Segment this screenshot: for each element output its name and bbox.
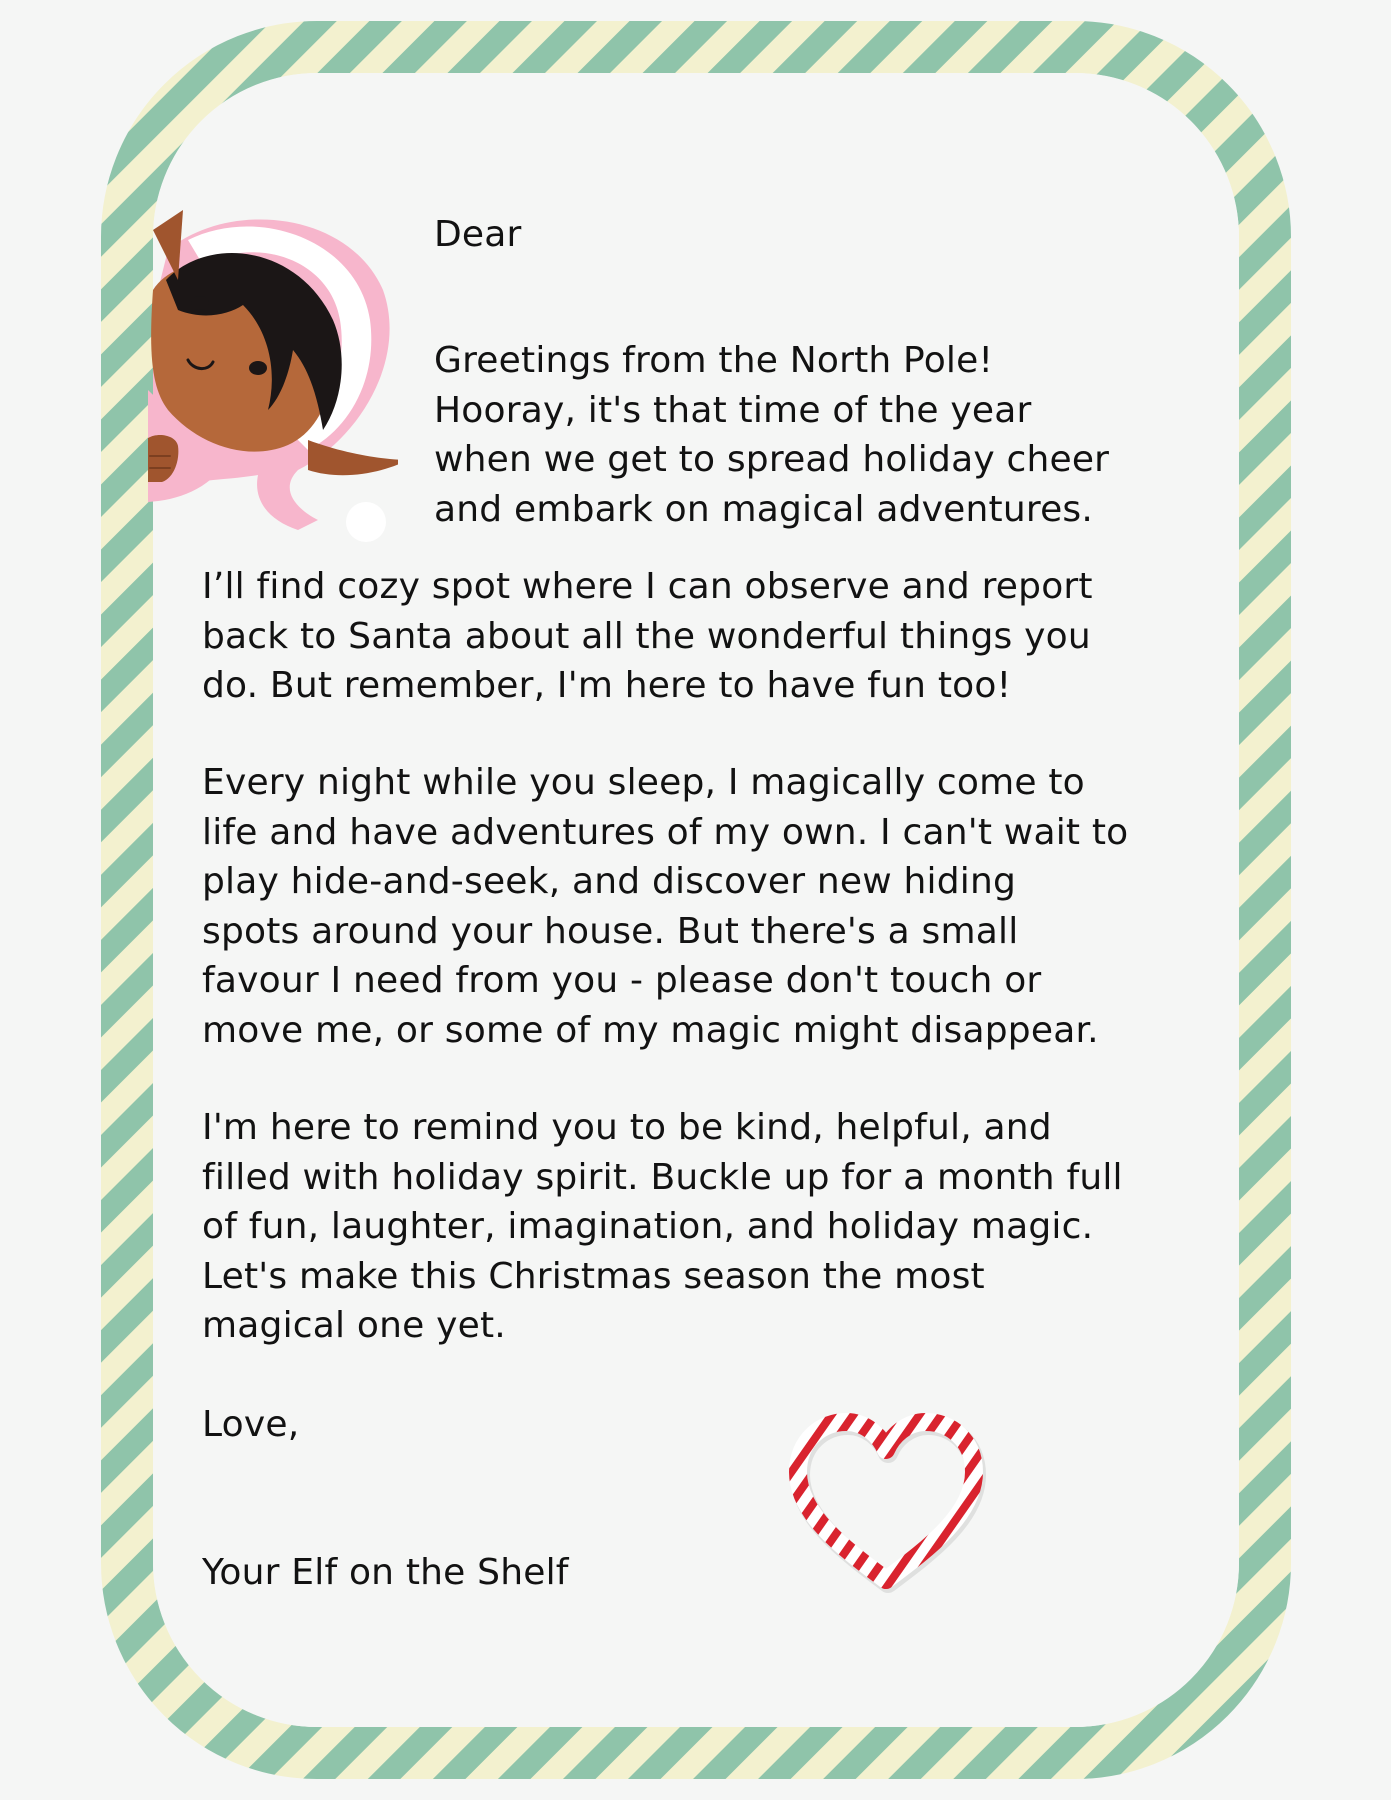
letter-paragraph-2: Every night while you sleep, I magically come to life and have adventures of my own. I can't wait to play hide-and-seek, and discover new hiding spots around your house. But there's a small favour I need from you - please don't touch or move me, or some of my magic might disappear. [202,762,1129,1051]
elf-illustration [148,210,398,550]
candy-cane-heart-icon [786,1410,986,1600]
letter-intro: Greetings from the North Pole! Hooray, it's that time of the year when we get to spread holiday cheer and embark on magical adventures. [434,340,1110,530]
letter-paragraph-1: I’ll find cozy spot where I can observe and report back to Santa about all the wonderful things you do. But remember, I'm here to have fun too! [202,566,1093,706]
letter-closing: Love, [202,1404,300,1445]
letter-greeting: Dear [434,214,522,255]
letter-paragraph-3: I'm here to remind you to be kind, helpful, and filled with holiday spirit. Buckle up for a month full of fun, laughter, imagination, and holiday magic. Let's make this Christmas season the most magical one yet. [202,1107,1123,1346]
letter-signature: Your Elf on the Shelf [202,1552,569,1593]
